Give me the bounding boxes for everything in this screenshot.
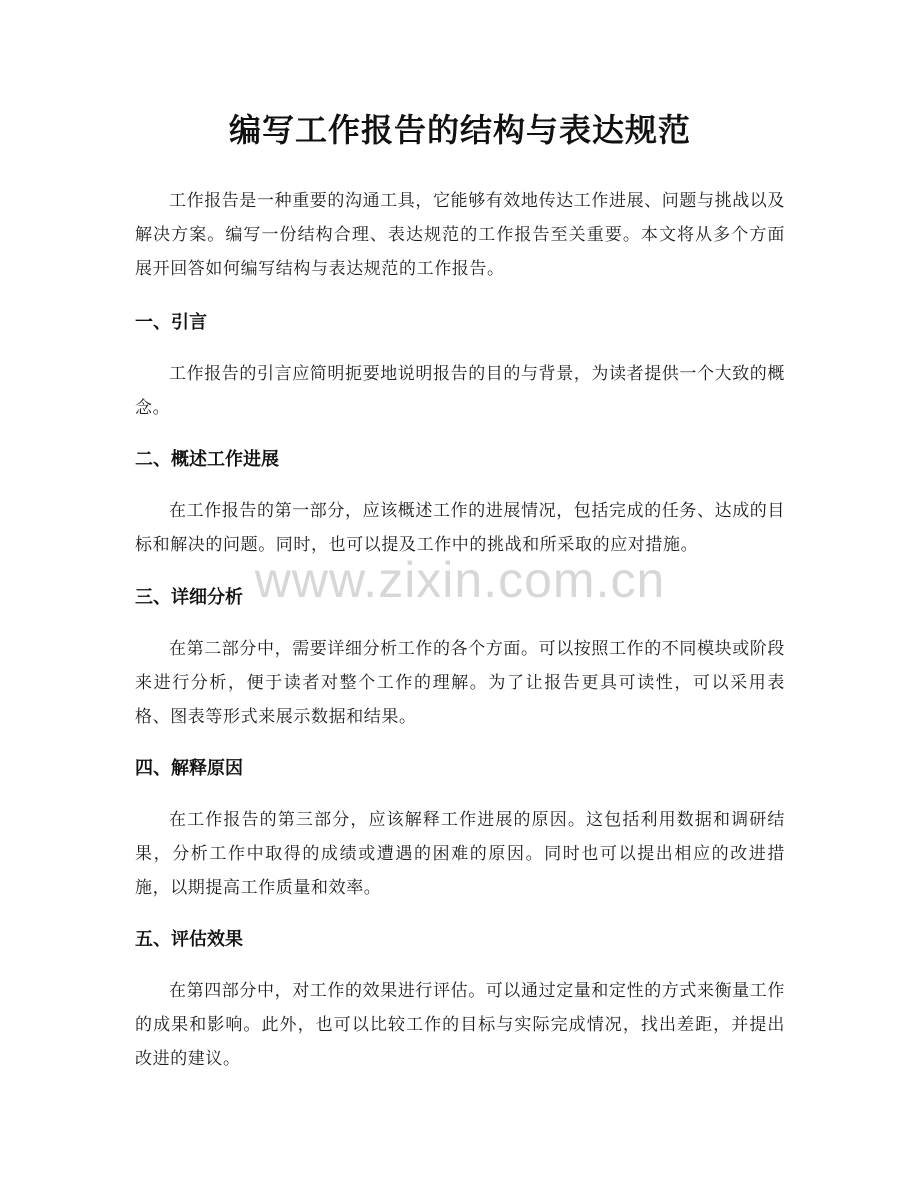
section-body-introduction: 工作报告的引言应简明扼要地说明报告的目的与背景，为读者提供一个大致的概念。 bbox=[135, 364, 785, 418]
section-body-evaluation: 在第四部分中，对工作的效果进行评估。可以通过定量和定性的方式来衡量工作的成果和影响。此外，也可以比较工作的目标与实际完成情况，找出差距，并提出改进的建议。 bbox=[135, 981, 785, 1069]
section-body-analysis: 在第二部分中，需要详细分析工作的各个方面。可以按照工作的不同模块或阶段来进行分析，便于读者对整个工作的理解。为了让报告更具可读性，可以采用表格、图表等形式来展示数据和结果。 bbox=[135, 639, 785, 727]
section-heading-analysis: 三、详细分析 bbox=[135, 587, 243, 608]
intro-paragraph: 工作报告是一种重要的沟通工具，它能够有效地传达工作进展、问题与挑战以及解决方案。编写一份结构合理、表达规范的工作报告至关重要。本文将从多个方面展开回答如何编写结构与表达规范的工作报告。 bbox=[135, 191, 785, 279]
section-heading-progress: 二、概述工作进展 bbox=[135, 449, 279, 470]
site-watermark: www.zixin.com.cn bbox=[254, 552, 666, 608]
section-heading-evaluation: 五、评估效果 bbox=[135, 929, 243, 950]
section-heading-causes: 四、解释原因 bbox=[135, 758, 243, 779]
section-body-causes: 在工作报告的第三部分，应该解释工作进展的原因。这包括利用数据和调研结果，分析工作中取得的成绩或遭遇的困难的原因。同时也可以提出相应的改进措施，以期提高工作质量和效率。 bbox=[135, 810, 785, 898]
section-heading-introduction: 一、引言 bbox=[135, 312, 207, 333]
document-title: 编写工作报告的结构与表达规范 bbox=[228, 111, 691, 149]
section-body-progress: 在工作报告的第一部分，应该概述工作的进展情况，包括完成的任务、达成的目标和解决的问题。同时，也可以提及工作中的挑战和所采取的应对措施。 bbox=[135, 501, 785, 555]
